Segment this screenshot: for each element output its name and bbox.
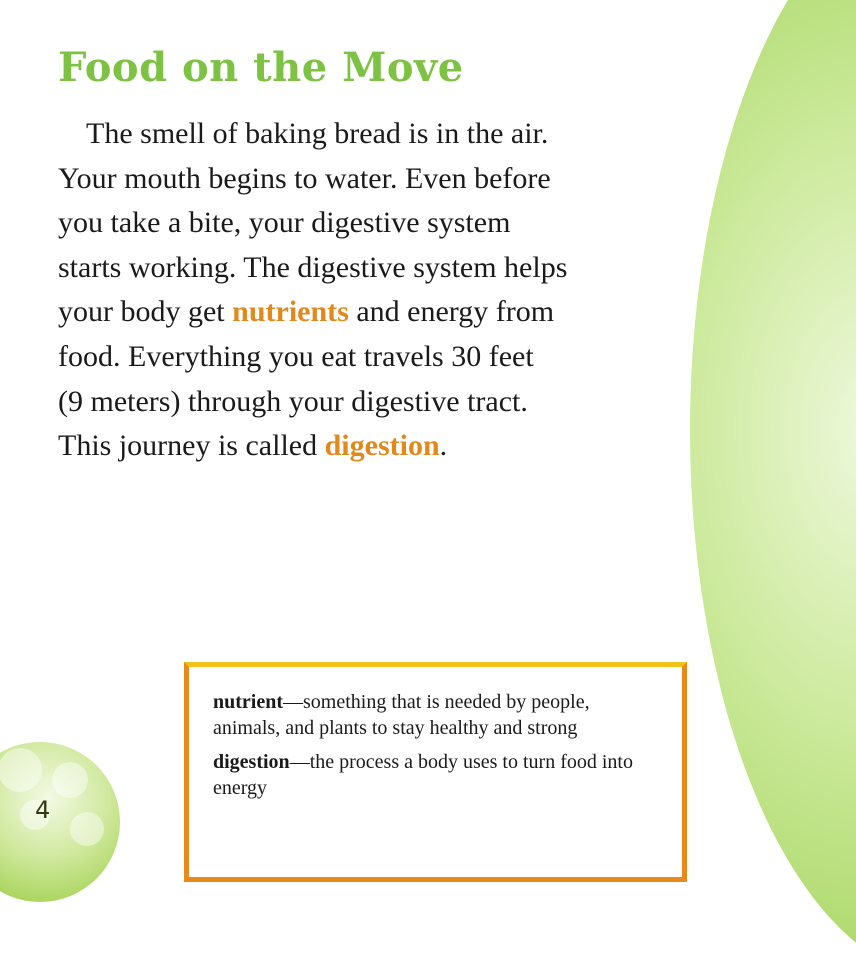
- bubble-decoration: [70, 812, 104, 846]
- page-number-badge: [0, 742, 120, 902]
- page-number: 4: [35, 796, 51, 824]
- paragraph-line: your body get nutrients and energy from: [58, 295, 555, 329]
- term-nutrients: nutrients: [232, 295, 349, 329]
- paragraph-line: (9 meters) through your digestive tract.: [58, 384, 528, 418]
- paragraph-line: starts working. The digestive system helps: [58, 250, 568, 284]
- decorative-green-arc: [690, 0, 856, 980]
- glossary-definition: —something that is needed by people, animals, and plants to stay healthy and strong: [213, 691, 590, 739]
- glossary-term: nutrient: [213, 691, 283, 713]
- term-digestion: digestion: [324, 429, 440, 463]
- body-paragraph: [58, 112, 678, 469]
- paragraph-line: This journey is called digestion.: [58, 429, 448, 463]
- glossary-definition: —the process a body uses to turn food into energy: [213, 751, 633, 799]
- paragraph-line: Your mouth begins to water. Even before: [58, 161, 551, 195]
- paragraph-line: food. Everything you eat travels 30 feet: [58, 339, 534, 373]
- paragraph-line: you take a bite, your digestive system: [58, 206, 511, 240]
- glossary-entry-nutrient: [213, 689, 660, 741]
- glossary-term: digestion: [213, 751, 290, 773]
- glossary-box: [184, 662, 687, 882]
- page-title: Food on the Move: [58, 44, 464, 91]
- bubble-decoration: [52, 762, 88, 798]
- paragraph-line: The smell of baking bread is in the air.: [86, 117, 549, 150]
- glossary-entry-digestion: [213, 749, 660, 801]
- bubble-decoration: [0, 748, 42, 792]
